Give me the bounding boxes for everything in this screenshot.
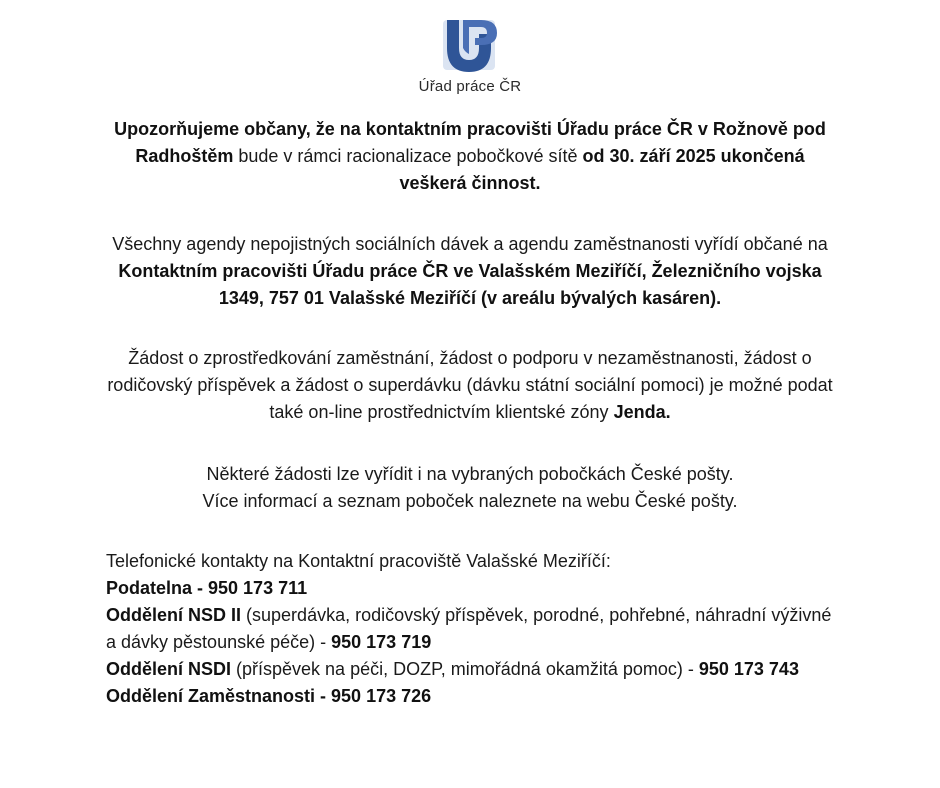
post-paragraph: [100, 461, 840, 515]
podatelna-contact: Podatelna - 950 173 711: [106, 578, 308, 598]
contacts-section: [106, 548, 836, 710]
jenda-link[interactable]: Jenda.: [613, 402, 671, 422]
notice-bold-1: Upozorňujeme občany, že na kontaktním pracovišti Úřadu práce ČR v Rožnově pod Radhoštěm: [114, 119, 826, 166]
post-line-2: Více informací a seznam poboček naleznete na webu České pošty.: [202, 491, 738, 511]
zamestnanost-contact: Oddělení Zaměstnanosti - 950 173 726: [106, 686, 432, 706]
urad-prace-logo-icon: [439, 14, 501, 76]
closure-notice: [100, 116, 840, 197]
nsd2-phone: 950 173 719: [331, 632, 432, 652]
agendas-paragraph: [100, 231, 840, 312]
logo: [0, 14, 940, 95]
nsdi-desc: (příspěvek na péči, DOZP, mimořádná okamžitá pomoc) -: [231, 659, 699, 679]
nsd2-contact: [106, 602, 836, 656]
office-address: Kontaktním pracovišti Úřadu práce ČR ve Valašském Meziříčí, Železničního vojska 1349, 757 01 Valašské Meziříčí (v areálu bývalých kasáren).: [118, 261, 822, 308]
notice-text-1: bude v rámci racionalizace pobočkové sítě: [233, 146, 583, 166]
nsd2-desc: (superdávka, rodičovský příspěvek, porodné, pohřebné, náhradní výživné a dávky pěstounské péče) -: [106, 605, 832, 652]
agendas-text: Všechny agendy nepojistných sociálních dávek a agendu zaměstnanosti vyřídí občané na: [112, 234, 828, 254]
contacts-intro: Telefonické kontakty na Kontaktní pracoviště Valašské Meziříčí:: [106, 551, 611, 571]
nsdi-phone: 950 173 743: [698, 659, 799, 679]
logo-text: Úřad práce ČR: [418, 78, 522, 95]
online-text: Žádost o zprostředkování zaměstnání, žádost o podporu v nezaměstnanosti, žádost o rodičovský příspěvek a žádost o superdávku (dávku státní sociální pomoci) je možné podat také on-line prostřednictvím klientské zóny: [107, 348, 833, 422]
nsdi-contact: [106, 656, 836, 710]
post-line-1: Některé žádosti lze vyřídit i na vybraných pobočkách České pošty.: [206, 464, 734, 484]
nsd2-label: Oddělení NSD II: [106, 605, 242, 625]
online-paragraph: [100, 345, 840, 426]
notice-bold-2: od 30. září 2025 ukončená veškerá činnost.: [399, 146, 805, 193]
nsdi-label: Oddělení NSDI: [106, 659, 232, 679]
